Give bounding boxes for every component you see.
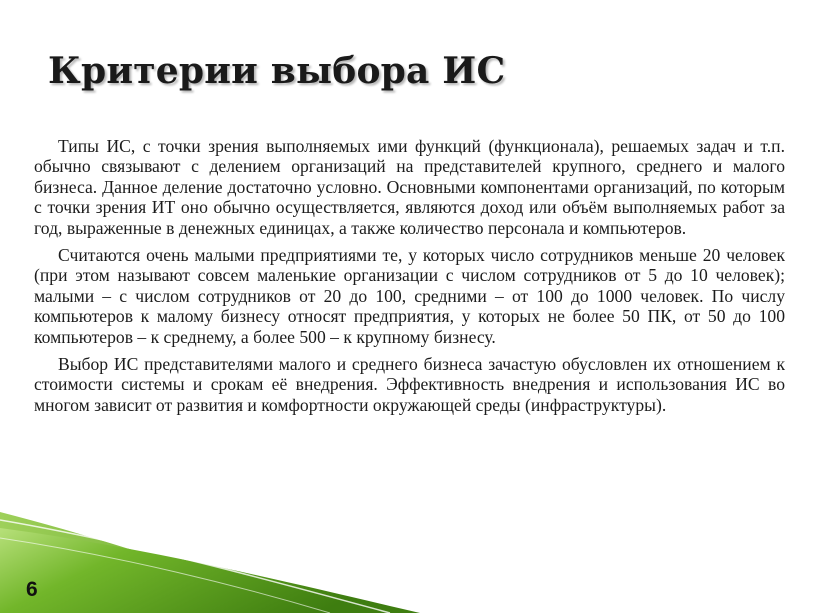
slide-title: Критерии выбора ИС: [48, 50, 506, 92]
paragraph-2: Считаются очень малыми предприятиями те, у которых число сотрудников меньше 20 человек (при этом называют совсем маленькие организации с числом сотрудников от 5 до 10 человек); малыми – с числом сотрудников от 20 до 100, средними – от 100 до 1000 человек. По числу компьютеров к малому бизнесу относят предприятия, у которых не более 50 ПК, от 50 до 100 компьютеров – к среднему, а более 500 – к крупному бизнесу.: [34, 245, 785, 347]
wave-shape-front: [0, 528, 420, 613]
paragraph-3: Выбор ИС представителями малого и среднего бизнеса зачастую обусловлен их отношением к стоимости системы и срокам её внедрения. Эффективность внедрения и использования ИС во многом зависит от развития и комфортности окружающей среды (инфраструктуры).: [34, 354, 785, 415]
slide-body: [34, 136, 785, 422]
page-number: 6: [26, 578, 38, 601]
paragraph-1: Типы ИС, с точки зрения выполняемых ими функций (функционала), решаемых задач и т.п. обычно связывают с делением организаций на представителей крупного, среднего и малого бизнеса. Данное деление достаточно условно. Основными компонентами организаций, по которым с точки зрения ИТ оно обычно осуществляется, являются доход или объём выполняемых работ за год, выраженные в денежных единицах, а также количество персонала и компьютеров.: [34, 136, 785, 238]
